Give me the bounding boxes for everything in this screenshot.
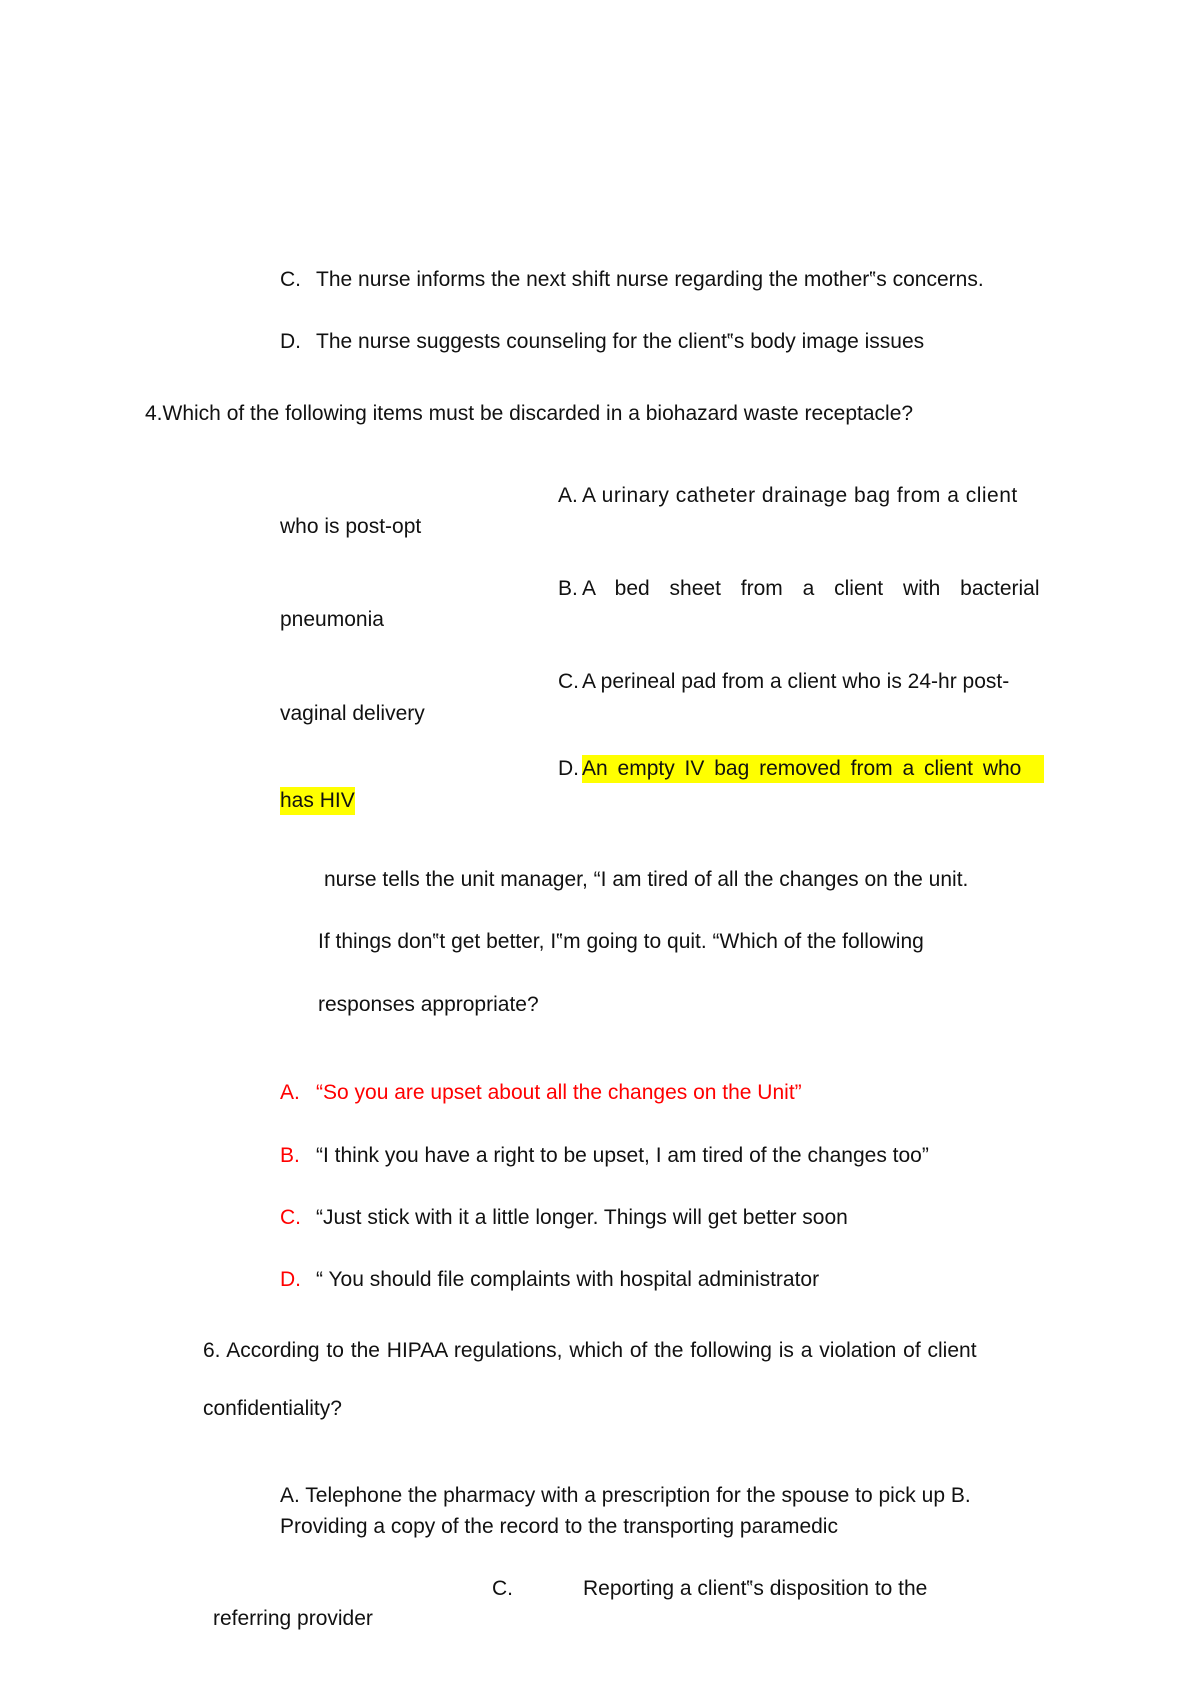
option-label: D. bbox=[558, 757, 579, 780]
q3-option-c bbox=[280, 266, 984, 294]
option-label: D. bbox=[280, 330, 301, 353]
option-text: “Just stick with it a little longer. Things will get better soon bbox=[316, 1206, 848, 1229]
q6-option-c-label: C. bbox=[492, 1577, 513, 1600]
q5-stem-line3: responses appropriate? bbox=[318, 993, 539, 1016]
q4-option-d-line1: An empty IV bag removed from a client who bbox=[582, 755, 1044, 783]
option-label: C. bbox=[558, 670, 579, 693]
q6-option-ab-line1: A. Telephone the pharmacy with a prescription for the spouse to pick up B. bbox=[280, 1484, 971, 1507]
q6-option-c-line1: Reporting a client‟s disposition to the bbox=[583, 1577, 928, 1600]
q4-question: 4.Which of the following items must be discarded in a biohazard waste receptacle? bbox=[145, 402, 914, 425]
q4-option-a-line2: who is post-opt bbox=[280, 515, 422, 538]
option-text: The nurse informs the next shift nurse regarding the mother‟s concerns. bbox=[316, 268, 984, 291]
option-label: C. bbox=[280, 1206, 301, 1229]
q4-option-c-line1: A perineal pad from a client who is 24-hr post- bbox=[582, 670, 1010, 693]
q4-option-b-line2: pneumonia bbox=[280, 608, 384, 631]
option-label: A. bbox=[558, 484, 578, 507]
q4-option-c bbox=[558, 668, 579, 696]
q4-option-b bbox=[558, 575, 578, 603]
option-label: C. bbox=[280, 268, 301, 291]
option-text: “I think you have a right to be upset, I am tired of the changes too” bbox=[316, 1144, 929, 1167]
q5-option-a bbox=[280, 1079, 802, 1107]
q4-option-d bbox=[558, 755, 579, 783]
q4-option-c-line2: vaginal delivery bbox=[280, 702, 425, 725]
q5-option-b bbox=[280, 1142, 929, 1170]
q6-option-c-line2: referring provider bbox=[213, 1607, 373, 1630]
option-text: The nurse suggests counseling for the client‟s body image issues bbox=[316, 330, 925, 353]
q6-question-line2: confidentiality? bbox=[203, 1397, 342, 1420]
q6-question-line1: 6. According to the HIPAA regulations, which of the following is a violation of client bbox=[203, 1339, 977, 1362]
q5-stem-line1: nurse tells the unit manager, “I am tired of all the changes on the unit. bbox=[324, 868, 969, 891]
q4-option-a bbox=[558, 482, 578, 510]
q6-option-ab-line2: Providing a copy of the record to the transporting paramedic bbox=[280, 1515, 838, 1538]
q4-option-a-line1: A urinary catheter drainage bag from a client bbox=[582, 484, 1018, 507]
q5-option-c bbox=[280, 1204, 848, 1232]
q4-option-d-line2: has HIV bbox=[280, 787, 355, 815]
q3-option-d bbox=[280, 328, 924, 356]
option-label: A. bbox=[280, 1081, 300, 1104]
q5-option-d bbox=[280, 1266, 819, 1294]
q5-stem-line2: If things don‟t get better, I‟m going to quit. “Which of the following bbox=[318, 930, 924, 953]
option-text: “ You should file complaints with hospital administrator bbox=[316, 1268, 820, 1291]
option-label: B. bbox=[280, 1144, 300, 1167]
option-label: D. bbox=[280, 1268, 301, 1291]
q4-option-b-line1: A bed sheet from a client with bacterial bbox=[582, 577, 1040, 600]
option-text: “So you are upset about all the changes on the Unit” bbox=[316, 1081, 802, 1104]
option-label: B. bbox=[558, 577, 578, 600]
